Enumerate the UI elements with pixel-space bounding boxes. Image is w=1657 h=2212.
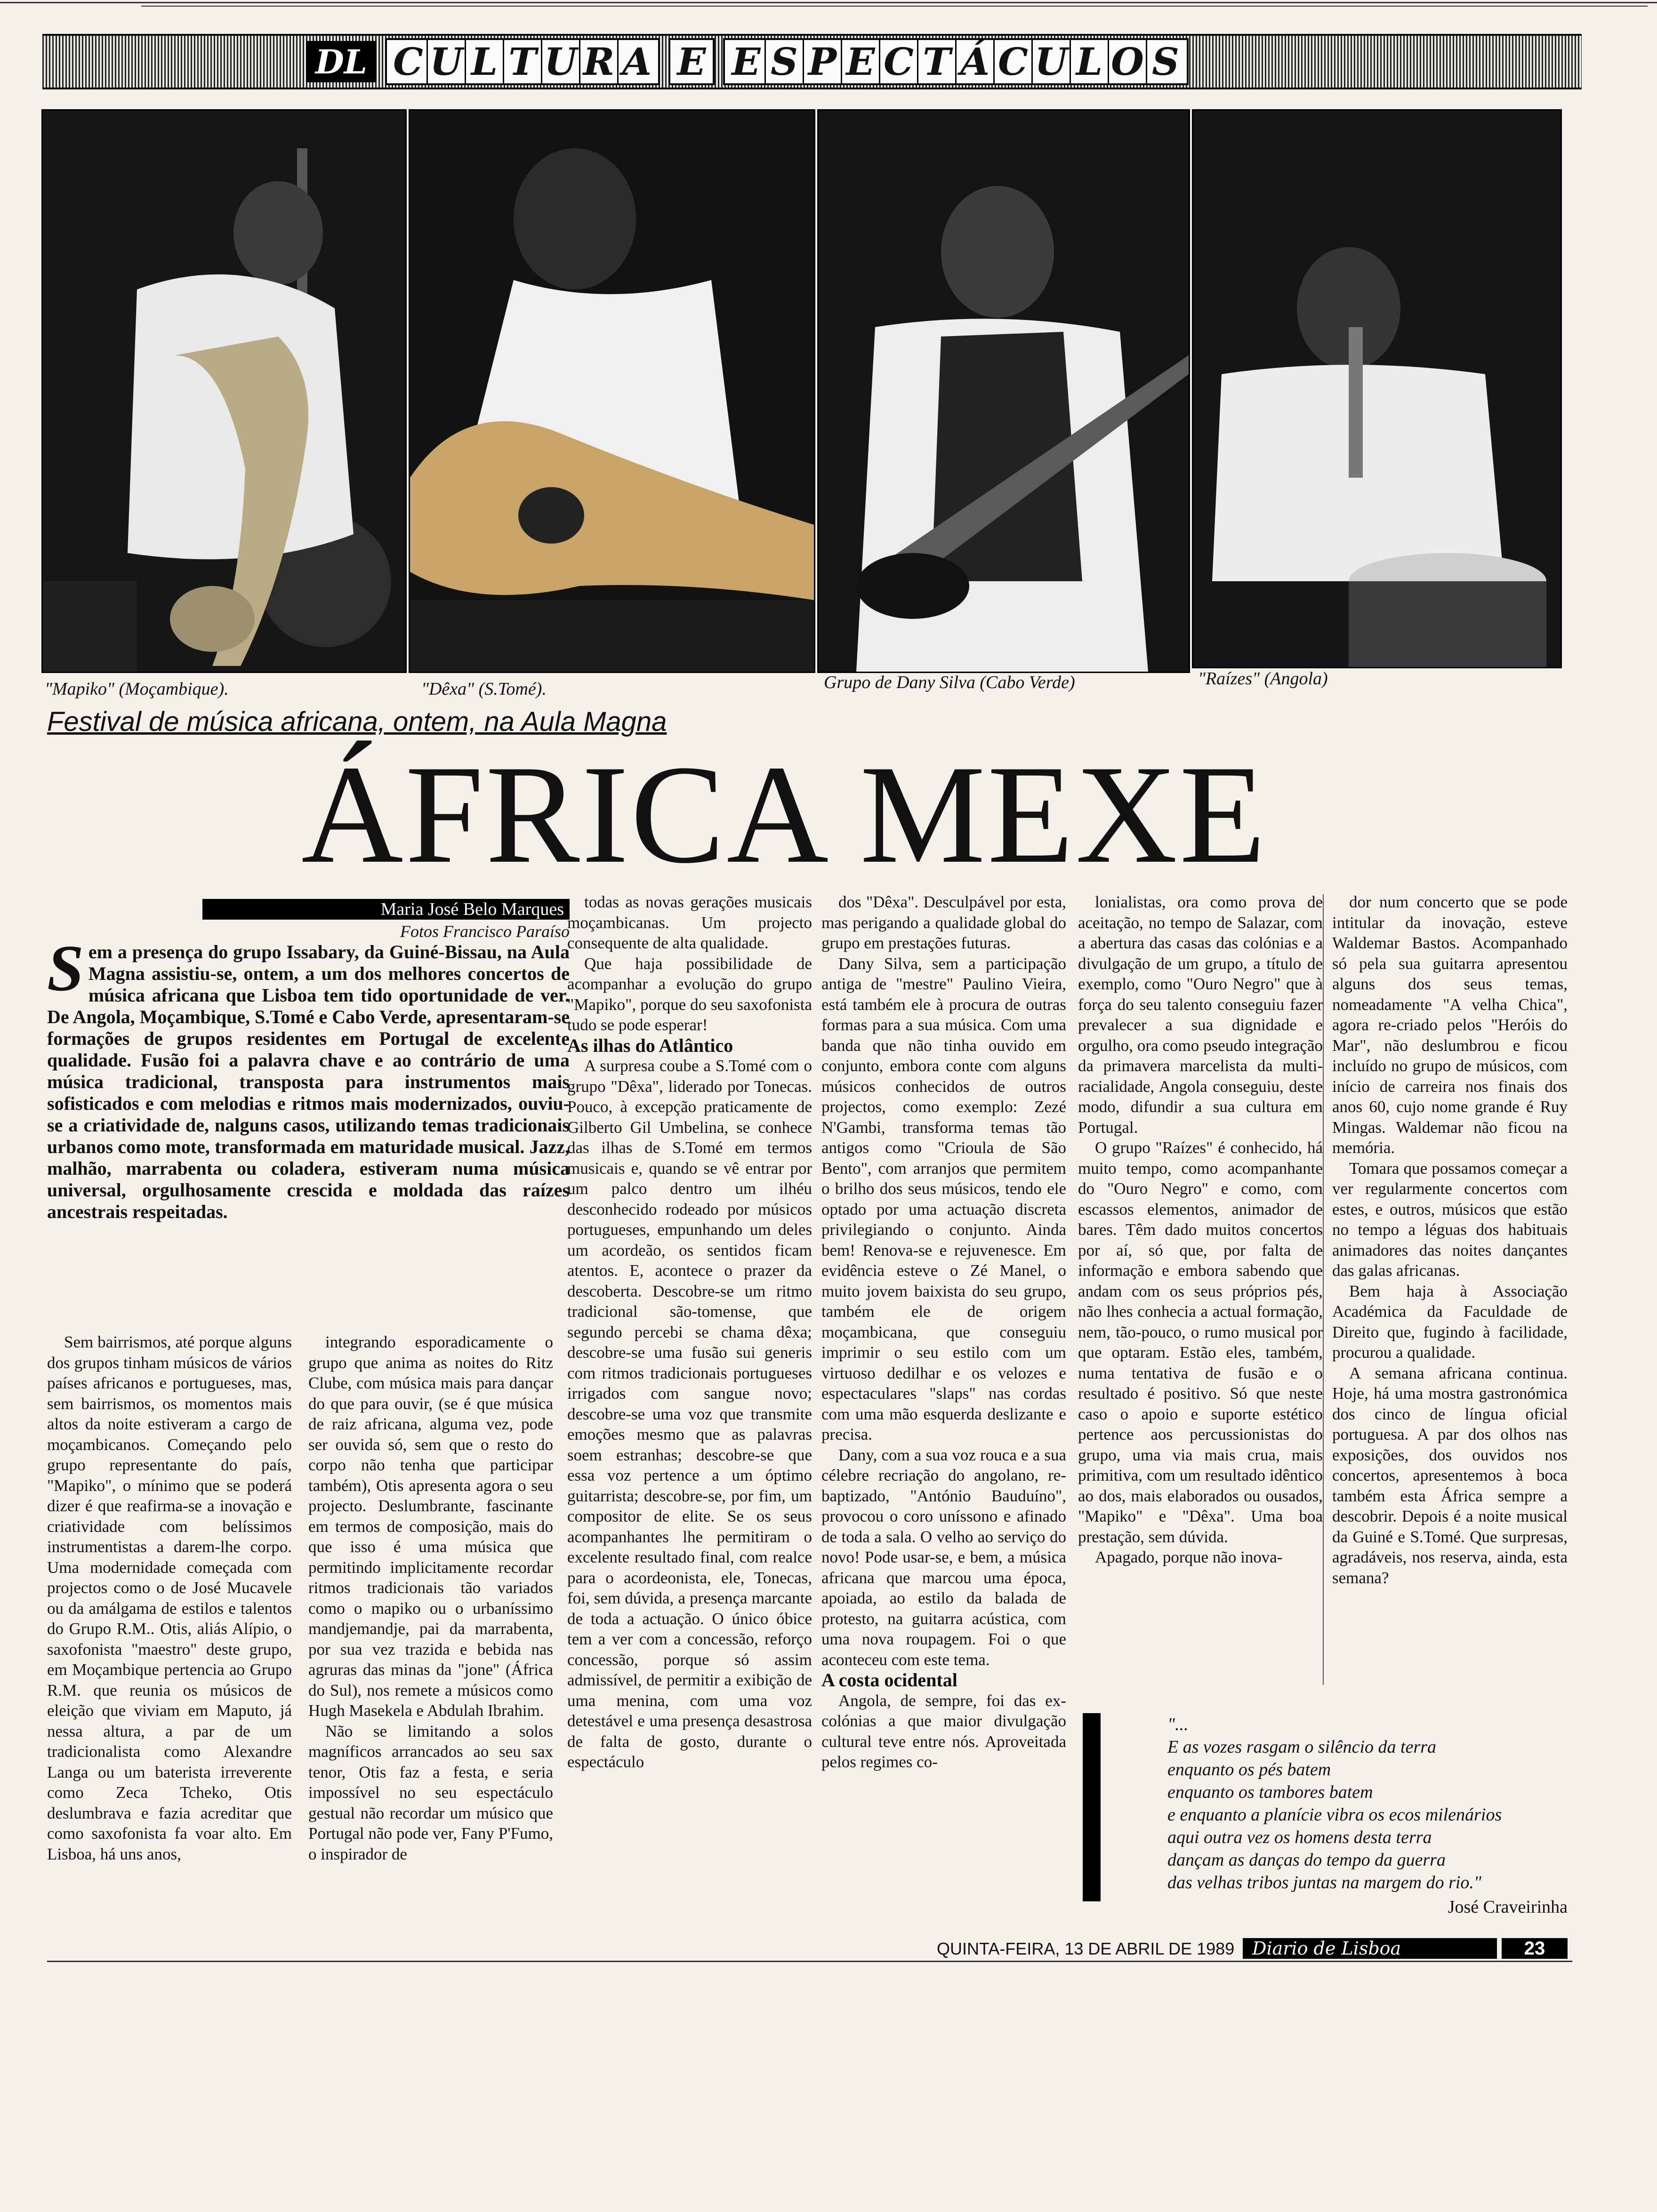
poem-line: e enquanto a planície vibra os ecos milenários — [1167, 1805, 1502, 1825]
article-column-2 — [308, 1332, 553, 1864]
body-paragraph: Tomara que possamos começar a ver regularmente concertos com estes, e outros, músicos que estão no tempo a léguas dos habituais animadores das noites dançantes das galas africanas. — [1332, 1159, 1568, 1280]
photo-caption: "Dêxa" (S.Tomé). — [421, 679, 547, 699]
article-column-5 — [1078, 892, 1323, 1568]
section-letter: C — [390, 40, 428, 83]
section-letter: E — [842, 40, 880, 83]
section-letter: C — [995, 40, 1033, 83]
photo-raizes — [1192, 109, 1562, 668]
body-paragraph: Não se limitando a solos magníficos arrancados ao seu sax tenor, Otis faz a festa, e seria impossível no seu espectáculo gestual não recordar um músico que Portugal não pode ver, Fany P'Fumo, o inspirador de — [308, 1722, 553, 1863]
photo-caption: Grupo de Dany Silva (Cabo Verde) — [824, 673, 1075, 692]
section-letter: T — [504, 40, 542, 83]
poem-line: "... — [1167, 1715, 1189, 1734]
body-paragraph: Dany Silva, sem a participação antiga de "mestre" Paulino Vieira, está também ele à procura de outras formas para a sua música. Com uma banda que não tinha ouvido em conjunto, embora conte com alguns músicos conhecidos de outros projectos, como exemplo: Zezé N'Gambi, transforma temas tão antigos como "Crioula de São Bento", com arranjos que permitem o brilho dos seus músicos, tendo ele optado por uma actuação discreta privilegiando o conjunto. Ainda bem! Renova-se e rejuvenesce. Em evidência esteve o Zé Manel, o muito jovem baixista do seu grupo, também ele de origem moçambicana, que conseguiu imprimir o seu estilo com um virtuoso dedilhar e os velozes e espectaculares "slaps" nas cordas com uma mão esquerda deslizante e precisa. — [821, 954, 1066, 1443]
section-letter: E — [677, 40, 706, 84]
section-letter: U — [1033, 40, 1071, 83]
section-letter: R — [580, 40, 619, 83]
scan-line — [141, 6, 1648, 7]
dl-logo: DL — [306, 41, 377, 82]
byline: Maria José Belo Marques — [202, 899, 570, 920]
body-paragraph: Sem bairrismos, até porque alguns dos grupos tinham músicos de vários países africanos e portugueses, mas, sem bairrismos, os momentos mais altos da noite estiveram a cargo de moçambicanos. Começando pelo grupo representante do país, "Mapiko", o mínimo que se poderá dizer é que reafirma-se a inovação e criatividade com belíssimos instrumentistas a darem-lhe corpo. Uma modernidade começada com projectos como o de José Mucavele ou da amálgama de estilos e talentos do Grupo R.M.. Otis, aliás Alípio, o saxofonista "maestro" deste grupo, em Moçambique pertencia ao Grupo R.M. que reunia os músicos de eleição que viviam em Maputo, já nessa altura, a par de um tradicionalista como Alexandre Langa ou um baterista irreverente como Zeca Tcheko, Otis deslumbrava e fazia acreditar que como saxofonista fa voar alto. Em Lisboa, há uns anos, — [47, 1333, 292, 1863]
section-header — [42, 34, 1582, 89]
body-paragraph: Que haja possibilidade de acompanhar a evolução do grupo "Mapiko", porque do seu saxofonista tudo se pode esperar! — [567, 954, 812, 1034]
article-headline: ÁFRICA MEXE — [301, 736, 1268, 892]
section-letter: S — [766, 40, 804, 83]
body-paragraph: Bem haja à Associação Académica da Faculdade de Direito que, fugindo à facilidade, procurou a qualidade. — [1332, 1282, 1568, 1362]
photo-caption: "Mapiko" (Moçambique). — [45, 679, 229, 699]
body-paragraph: A surpresa coube a S.Tomé com o grupo "Dêxa", liderado por Tonecas. Pouco, à excepção praticamente de Gilberto Gil Umbelina, se conhece das ilhas de S.Tomé em termos musicais e, quando se vê entrar por um palco dentro um ilhéu desconhecido rodeado por músicos portugueses, empunhando um deles um acordeão, os sentidos ficam atentos. E, acontece o prazer da descoberta. Descobre-se um ritmo tradicional são-tomense, que segundo percebi se chama dêxa; descobre-se uma fusão sui generis com ritmos tradicionais portugueses irrigados com sangue novo; descobre-se uma voz que transmite emoções mesmo que as palavras soem estranhas; descobre-se que essa voz pertence a um óptimo guitarrista; descobre-se, por fim, um compositor de elite. Se os seus acompanhantes lhe permitiram o excelente resultado final, com realce para o acordeonista, ele, Tonecas, foi, sem dúvida, a presença marcante de toda a actuação. O único óbice tem a ver com a concessão, reforço concessão, porque só assim admissível, de permitir a exibição de uma menina, com uma voz detestável e uma presença desastrosa de falta de gosto, durante o espectáculo — [567, 1057, 812, 1771]
poem-line: das velhas tribos juntas na margem do rio." — [1167, 1873, 1481, 1892]
photo-dexa — [409, 109, 815, 673]
section-word-espectaculos — [723, 38, 1189, 85]
photo-mapiko — [41, 109, 407, 673]
section-letter: E — [728, 40, 766, 83]
section-letter: P — [804, 40, 842, 83]
footer-paper-name: Diario de Lisboa — [1243, 1938, 1497, 1959]
section-letter: O — [1109, 40, 1147, 83]
article-column-1 — [47, 1332, 292, 1864]
scan-line — [0, 2, 1657, 3]
body-paragraph: dor num concerto que se pode intitular da inovação, esteve Waldemar Bastos. Acompanhado só pela sua guitarra apresentou alguns dos seus temas, nomeadamente "A velha Chica", agora re-criado pelos "Heróis do Mar", não deslumbrou e ficou incluído no grupo de músicos, com início de carreira nos finais dos anos 60, cujo nome grande é Ruy Mingas. Waldemar não ficou na memória. — [1332, 893, 1568, 1157]
drop-cap: S — [47, 932, 84, 1005]
footer-date: QUINTA-FEIRA, 13 DE ABRIL DE 1989 — [937, 1939, 1235, 1958]
section-letter: Á — [957, 40, 995, 83]
body-paragraph: lonialistas, ora como prova de aceitação, no tempo de Salazar, com a abertura das casas das colónias e a divulgação de um grupo, a título de exemplo, como "Ouro Negro" que à força do seu talento conseguiu fazer prevalecer a sua dignidade e orgulho, ora como pseudo integração da primavera marcelista da multi-racialidade, Angola conseguiu, deste modo, difundir a sua cultura em Portugal. — [1078, 893, 1323, 1137]
section-letter: L — [1071, 40, 1109, 83]
body-paragraph: Apagado, porque não inova- — [1095, 1548, 1283, 1566]
lead-paragraph — [47, 932, 570, 1223]
body-paragraph: Dany, com a sua voz rouca e a sua célebre recriação do angolano, re-baptizado, "António Bauduíno", provocou o coro uníssono e afinado de toda a sala. O velho ao serviço do novo! Pode usar-se, e bem, a música africana que marcou uma época, apoiada, ao estilo da balada de protesto, na guitarra acústica, com uma nova roupagem. Foi o que aconteceu com este tema. — [821, 1445, 1066, 1669]
section-letter: A — [622, 40, 652, 84]
photo-dany-silva — [817, 109, 1190, 673]
footer-rule — [47, 1961, 1572, 1962]
body-paragraph: todas as novas gerações musicais moçambicanas. Um projecto consequente de alta qualidade. — [567, 893, 812, 952]
body-paragraph: A semana africana continua. Hoje, há uma mostra gastronómica dos cinco de língua oficial portuguesa. A par dos olhos nas exposições, dos ouvidos nos concertos, apresentemos à boca também esta África sempre a descobrir. Depois é a noite musical da Guiné e S.Tomé. Que surpresas, agradáveis, nos reserva, ainda, esta semana? — [1332, 1363, 1568, 1587]
poem-line: dançam as danças do tempo da guerra — [1167, 1850, 1446, 1870]
subheading: As ilhas do Atlântico — [567, 1034, 733, 1056]
body-paragraph: integrando esporadicamente o grupo que anima as noites do Ritz Clube, com música mais para dançar do que para ouvir, (se é que música de raiz africana, alguma vez, pode ser ouvida só, sem que o resto do corpo não tenha que participar também), Otis apresenta agora o seu projecto. Deslumbrante, fascinante em termos de composição, mais do que isso é uma música que permitindo implicitamente recordar ritmos tradicionais tão variados como o mapiko ou o urbaníssimo mandjemandje, pai da marrabenta, por sua vez trazida e bebida nas agruras das minas da "jone" (África do Sul), nos remete a músicos como Hugh Masekela e Abdulah Ibrahim. — [308, 1333, 553, 1720]
poem-quote — [1167, 1713, 1535, 1894]
poem-line: enquanto os pés batem — [1167, 1760, 1331, 1779]
article-column-6 — [1332, 892, 1568, 1588]
subheading: A costa ocidental — [821, 1669, 957, 1691]
body-paragraph: Angola, de sempre, foi das ex-colónias a que maior divulgação cultural teve entre nós. Aproveitada pelos regimes co- — [821, 1691, 1066, 1771]
poem-line: aqui outra vez os homens desta terra — [1167, 1827, 1432, 1847]
poem-author: José Craveirinha — [1448, 1897, 1568, 1917]
section-letter: C — [880, 40, 918, 83]
article-kicker: Festival de música africana, ontem, na Aula Magna — [47, 706, 667, 737]
section-letter: U — [428, 40, 466, 83]
poem-line: enquanto os tambores batem — [1167, 1782, 1373, 1802]
article-column-4 — [821, 892, 1066, 1772]
column-rule — [1323, 894, 1324, 1685]
section-letter: S — [1152, 40, 1179, 84]
body-paragraph: O grupo "Raízes" é conhecido, há muito tempo, como acompanhante do "Ouro Negro" e como, com escassos elementos, animador de bares. Têm dado muitos concertos por aí, só que, por falta de informação e embora sabendo que andam com os seus próprios pés, não lhes conhecia a actual formação, nem, tão-pouco, o rumo musical por que optaram. Estão eles, também, numa tentativa de fusão e o resultado é positivo. Só que neste caso o apoio e suporte estético pertence aos percussionistas do grupo, uma via mais crua, mais primitiva, com um resultado idêntico ao dos, mais elaborados ou ousados, "Mapiko" e "Dêxa". Uma boa prestação, sem dúvida. — [1078, 1138, 1323, 1546]
photo-credit: Fotos Francisco Paraíso — [400, 922, 570, 941]
section-letter: U — [542, 40, 580, 83]
page-number: 23 — [1502, 1938, 1568, 1959]
article-column-3 — [567, 892, 812, 1772]
section-word-cultura — [385, 38, 660, 85]
body-paragraph: dos "Dêxa". Desculpável por esta, mas perigando a qualidade global do grupo em prestações futuras. — [821, 893, 1066, 952]
section-word-e — [668, 38, 715, 85]
quote-bar — [1083, 1713, 1101, 1901]
photo-caption: "Raízes" (Angola) — [1198, 669, 1328, 689]
section-letter: T — [918, 40, 957, 83]
section-letter: L — [466, 40, 504, 83]
lead-text: em a presença do grupo Issabary, da Guiné-Bissau, na Aula Magna assistiu-se, ontem, a um dos melhores concertos de música africana que Lisboa tem tido oportunidade de ver. De Angola, Moçambique, S.Tomé e Cabo Verde, apresentaram-se formações de grupos residentes em Portugal de excelente qualidade. Fusão foi a palavra chave e ao contrário de uma música tradicional, transposta para instrumentos mais sofisticados e com melodias e ritmos mais modernizados, ouviu-se a criatividade de, nalguns casos, utilizando temas tradicionais urbanos como mote, transformada em maturidade musical. Jazz, malhão, marrabenta ou coladera, estiveram numa música universal, orgulhosamente crescida e moldada das raízes ancestrais respeitadas. — [47, 941, 570, 1222]
poem-line: E as vozes rasgam o silêncio da terra — [1167, 1737, 1437, 1757]
